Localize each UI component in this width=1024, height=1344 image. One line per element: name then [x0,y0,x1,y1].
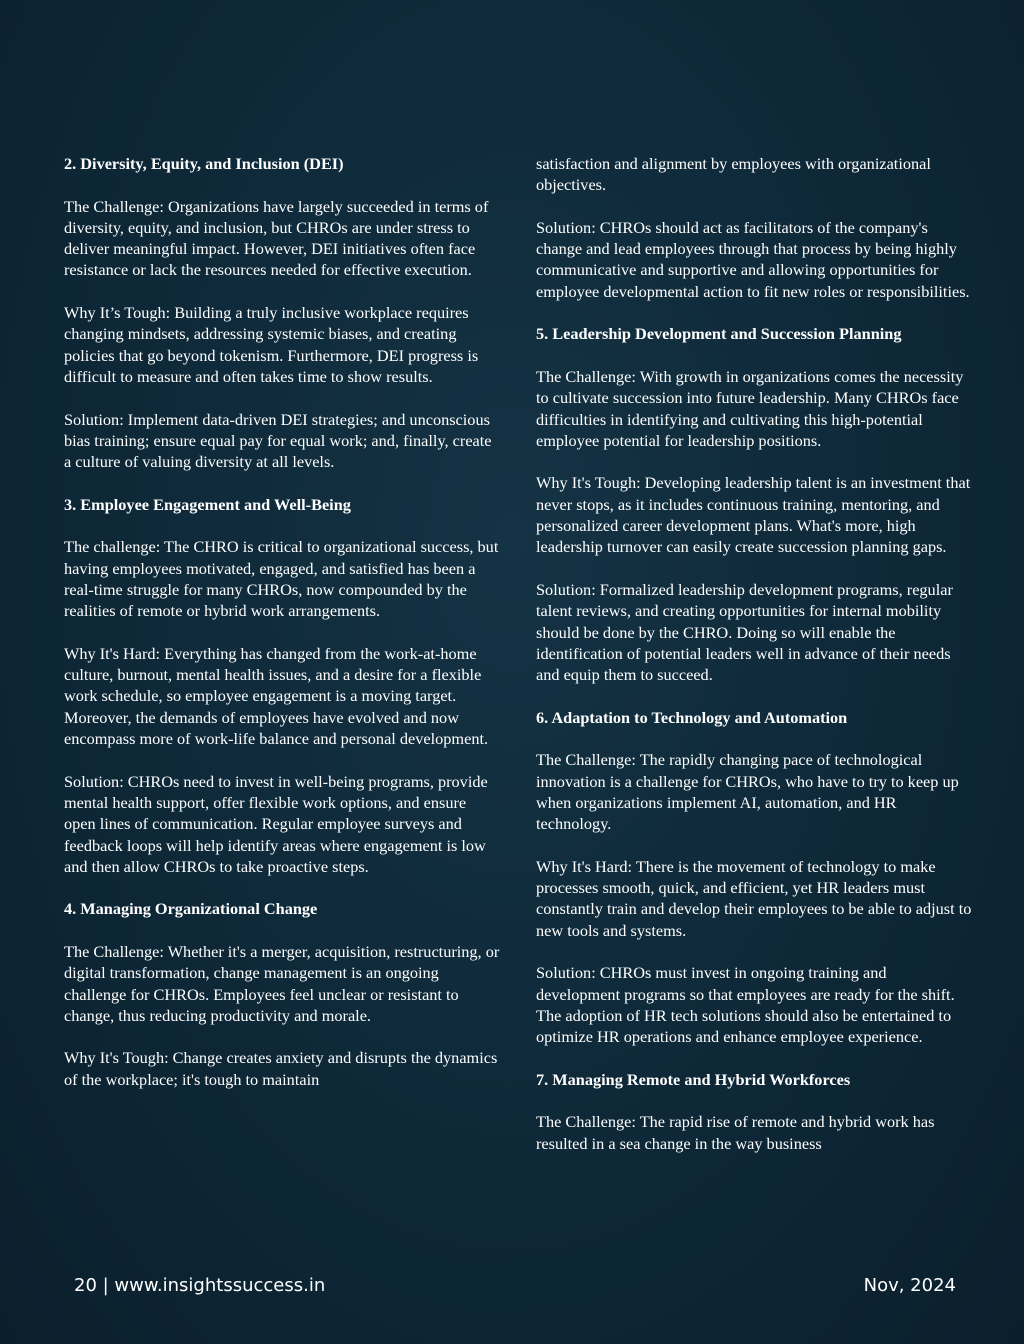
paragraph: Solution: CHROs need to invest in well-being programs, provide mental health support, offer flexible work options, and ensure open lines of communication. Regular employee surveys and feedback loops will help identify areas where engagement is low and then allow CHROs to take proactive steps. [64,771,488,876]
paragraph: The Challenge: The rapidly changing pace of technological innovation is a challenge for CHROs, who have to try to keep up when organizations implement AI, automation, and HR technology. [536,750,959,834]
footer-page-and-url: 20 | www.insightssuccess.in [74,1275,326,1296]
paragraph: Solution: Formalized leadership development programs, regular talent reviews, and creating opportunities for internal mobility should be done by the CHRO. Doing so will enable the identification of potential leaders well in advance of their needs and equip them to succeed. [536,579,953,685]
paragraph: The Challenge: The rapid rise of remote and hybrid work has resulted in a sea change in the way business [536,1112,935,1153]
paragraph: Solution: Implement data-driven DEI strategies; and unconscious bias training; ensure equal pay for equal work; and, finally, create a culture of valuing diversity at all levels. [64,409,492,472]
paragraph: Why It's Tough: Change creates anxiety and disrupts the dynamics of the workplace; it's tough to maintain [64,1048,498,1089]
section-heading: 5. Leadership Development and Succession Planning [536,324,902,344]
paragraph: Solution: CHROs should act as facilitators of the company's change and lead employees through that process by being highly communicative and supportive and allowing opportunities for employee developmental action to fit new roles or responsibilities. [536,217,970,301]
paragraph: The Challenge: Organizations have largely succeeded in terms of diversity, equity, and inclusion, but CHROs are under stress to deliver meaningful impact. However, DEI initiatives often face resistance or lack the resources needed for effective execution. [64,196,489,280]
paragraph: The Challenge: With growth in organizations comes the necessity to cultivate succession into future leadership. Many CHROs face difficulties in identifying and cultivating this high-potential employee potential for leadership positions. [536,366,964,450]
paragraph: Why It’s Tough: Building a truly inclusive workplace requires changing mindsets, addressing systemic biases, and creating policies that go beyond tokenism. Furthermore, DEI progress is difficult to measure and often takes time to show results. [64,303,479,386]
paragraph: Why It's Hard: There is the movement of technology to make processes smooth, quick, and efficient, yet HR leaders must constantly train and develop their employees to be able to adjust to new tools and systems. [536,856,972,940]
section-heading: 3. Employee Engagement and Well-Being [64,494,351,514]
paragraph: Solution: CHROs must invest in ongoing training and development programs so that employees are ready for the shift. The adoption of HR tech solutions should also be entertained to optimize HR operations and enhance employee experience. [536,963,955,1047]
paragraph: The challenge: The CHRO is critical to organizational success, but having employees motivated, engaged, and satisfied has been a real-time struggle for many CHROs, now compounded by the realities of remote or hybrid work arrangements. [64,537,499,621]
section-heading: 4. Managing Organizational Change [64,899,318,919]
paragraph: The Challenge: Whether it's a merger, acquisition, restructuring, or digital transformation, change management is an ongoing challenge for CHROs. Employees feel unclear or resistant to change, thus reducing productivity and morale. [64,941,500,1025]
section-heading: 2. Diversity, Equity, and Inclusion (DEI) [64,154,344,173]
left-column [64,153,500,1111]
section-heading: 6. Adaptation to Technology and Automation [536,707,848,727]
paragraph: satisfaction and alignment by employees with organizational objectives. [536,154,931,195]
section-heading: 7. Managing Remote and Hybrid Workforces [536,1069,851,1089]
footer-date: Nov, 2024 [863,1275,956,1296]
right-column [536,153,972,1175]
paragraph: Why It's Tough: Developing leadership talent is an investment that never stops, as it includes continuous training, mentoring, and personalized career development plans. What's more, high leadership turnover can easily create succession planning gaps. [536,473,971,557]
paragraph: Why It's Hard: Everything has changed from the work-at-home culture, burnout, mental health issues, and a desire for a flexible work schedule, so employee engagement is a moving target. Moreover, the demands of employees have evolved and now encompass more of work-life balance and personal development. [64,643,489,749]
